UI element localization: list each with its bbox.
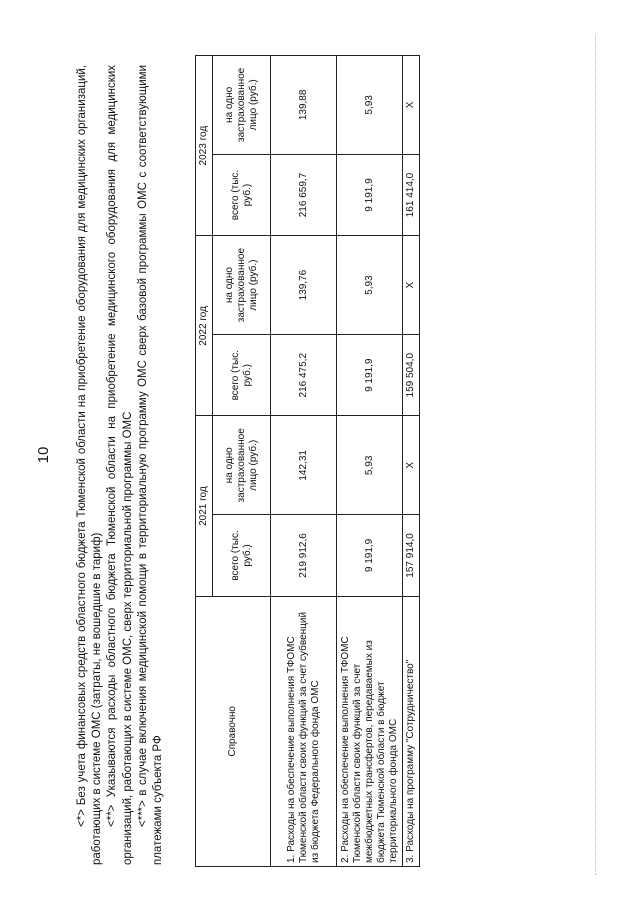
table-header-row: [196, 56, 213, 867]
header-reference: Справочно: [196, 596, 271, 866]
row-label: 1. Расходы на обеспечение выполнения ТФОМС Тюменской области своих функций за счет субвенций из бюджета Федерального фонда ОМС: [271, 596, 337, 866]
subheader-per-insured: на одно застрахованное лицо (руб.): [213, 56, 271, 155]
cell-value: X: [403, 236, 420, 335]
header-year-2023: 2023 год: [196, 56, 213, 236]
footnote-1: <*> Без учета финансовых средств областного бюджета Тюменской области на приобретение оборудования для медицинских организаций, работающих в системе ОМС (затраты, не вошедшие в тариф): [76, 65, 104, 865]
header-year-2022: 2022 год: [196, 236, 213, 416]
cell-value: 157 914,0: [403, 515, 420, 597]
page-number: 10: [35, 446, 52, 464]
cell-value: X: [403, 56, 420, 155]
cell-value: 219 912,6: [271, 515, 337, 597]
subheader-total: всего (тыс. руб.): [213, 515, 271, 597]
cell-value: 139,76: [271, 236, 337, 335]
header-year-2021: 2021 год: [196, 416, 213, 596]
cell-value: 5,93: [337, 236, 403, 335]
footnote-2: <**> Указываются расходы областного бюджета Тюменской области на приобретение медицинского оборудования для медицинских организаций, работающих в системе ОМС, сверх территориальной программы ОМС: [106, 65, 134, 865]
cell-value: 139,88: [271, 56, 337, 155]
table-row: [271, 56, 337, 867]
rotated-content: [35, 35, 625, 875]
cell-value: 216 475,2: [271, 334, 337, 416]
cell-value: 159 504,0: [403, 334, 420, 416]
table-row: [403, 56, 420, 867]
cell-value: 216 659,7: [271, 154, 337, 236]
cell-value: 9 191,9: [337, 334, 403, 416]
cell-value: 161 414,0: [403, 154, 420, 236]
row-label: 3. Расходы на программу "Сотрудничество": [403, 596, 420, 866]
scan-dotted-line: [595, 35, 597, 875]
subheader-per-insured: на одно застрахованное лицо (руб.): [213, 416, 271, 515]
footnote-3: <***> в случае включения медицинской помощи в территориальную программу ОМС сверх базовой программы ОМС с соответствующими платежами субъекта РФ: [136, 65, 165, 865]
subheader-total: всего (тыс. руб.): [213, 334, 271, 416]
cell-value: 5,93: [337, 56, 403, 155]
subheader-per-insured: на одно застрахованное лицо (руб.): [213, 236, 271, 335]
footnotes: [75, 65, 166, 865]
cell-value: 9 191,9: [337, 154, 403, 236]
cell-value: 142,31: [271, 416, 337, 515]
cell-value: 9 191,9: [337, 515, 403, 597]
cell-value: 5,93: [337, 416, 403, 515]
table-row: [337, 56, 403, 867]
row-label: 2. Расходы на обеспечение выполнения ТФОМС Тюменской области своих функций за счет межбюджетных трансфертов, передаваемых из бюджета Тюменской области в бюджет территориального фонда ОМС: [337, 596, 403, 866]
cell-value: X: [403, 416, 420, 515]
subheader-total: всего (тыс. руб.): [213, 154, 271, 236]
reference-table: [195, 55, 420, 867]
